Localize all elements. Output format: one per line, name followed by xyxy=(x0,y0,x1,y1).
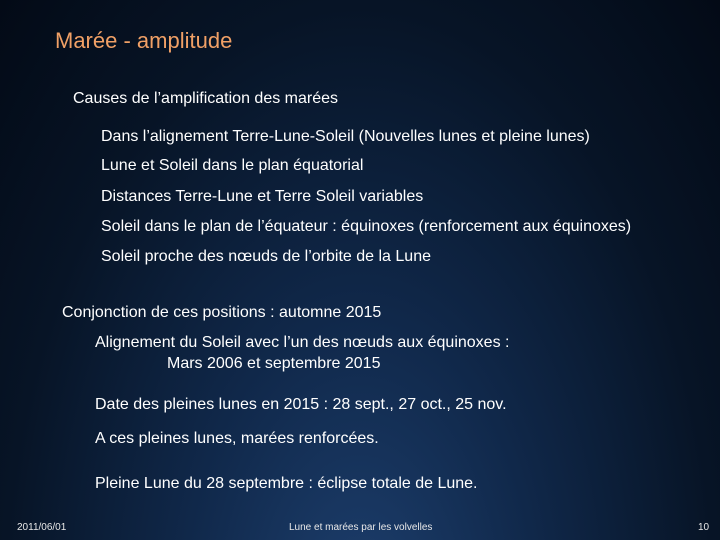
list-item: Alignement du Soleil avec l’un des nœuds aux équinoxes : xyxy=(95,334,510,351)
list-item: Distances Terre-Lune et Terre Soleil variables xyxy=(101,188,424,205)
list-item: A ces pleines lunes, marées renforcées. xyxy=(95,430,379,447)
list-item: Soleil proche des nœuds de l’orbite de la Lune xyxy=(101,248,431,265)
section-heading-conjonction: Conjonction de ces positions : automne 2015 xyxy=(62,304,382,321)
list-item: Lune et Soleil dans le plan équatorial xyxy=(101,157,364,174)
list-item: Pleine Lune du 28 septembre : éclipse totale de Lune. xyxy=(95,475,478,492)
list-item: Dans l’alignement Terre-Lune-Soleil (Nouvelles lunes et pleine lunes) xyxy=(101,128,590,145)
footer-date: 2011/06/01 xyxy=(17,522,67,533)
footer-title: Lune et marées par les volvelles xyxy=(289,522,433,533)
slide-title: Marée - amplitude xyxy=(55,28,233,53)
section-heading-causes: Causes de l’amplification des marées xyxy=(73,90,339,107)
list-item: Date des pleines lunes en 2015 : 28 sept., 27 oct., 25 nov. xyxy=(95,396,507,413)
page-number: 10 xyxy=(698,522,710,533)
list-item: Mars 2006 et septembre 2015 xyxy=(167,355,381,372)
list-item: Soleil dans le plan de l’équateur : équinoxes (renforcement aux équinoxes) xyxy=(101,218,632,235)
